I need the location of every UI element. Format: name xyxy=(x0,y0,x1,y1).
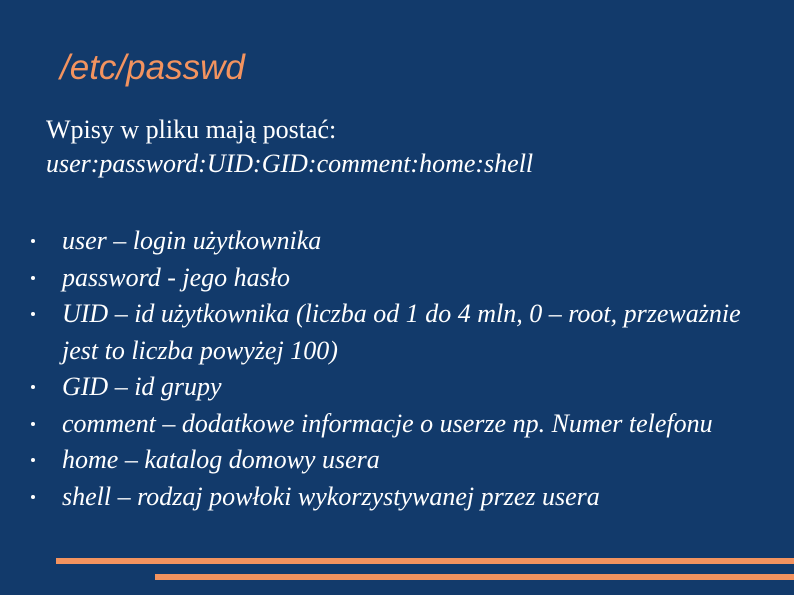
list-item xyxy=(25,369,775,406)
list-item xyxy=(25,442,775,479)
bullet-icon xyxy=(31,458,35,462)
list-item xyxy=(25,479,775,516)
bullet-icon xyxy=(31,422,35,426)
list-item xyxy=(25,406,775,443)
list-item-text: home – katalog domowy usera xyxy=(62,445,380,474)
field-list xyxy=(25,223,775,515)
decorative-bar-bottom xyxy=(155,574,794,580)
bullet-icon xyxy=(31,495,35,499)
list-item xyxy=(25,296,775,369)
list-item xyxy=(25,260,775,297)
slide-title: /etc/passwd xyxy=(60,48,245,87)
bullet-icon xyxy=(31,312,35,316)
decorative-bar-top xyxy=(56,558,794,564)
bullet-icon xyxy=(31,239,35,243)
list-item-text: UID – id użytkownika (liczba od 1 do 4 mln, 0 – root, przeważnie jest to liczba powyżej 100) xyxy=(62,299,741,365)
intro-line-2: user:password:UID:GID:comment:home:shell xyxy=(46,149,534,178)
list-item-text: user – login użytkownika xyxy=(62,226,322,255)
list-item-text: password - jego hasło xyxy=(62,262,290,292)
list-item-text: GID – id grupy xyxy=(62,372,222,401)
list-item-text: comment – dodatkowe informacje o userze np. Numer telefonu xyxy=(62,408,713,438)
list-item xyxy=(25,223,775,260)
intro-line-1: Wpisy w pliku mają postać: xyxy=(46,115,337,144)
bullet-icon xyxy=(31,276,35,280)
intro-text xyxy=(46,113,533,181)
bullet-icon xyxy=(31,385,35,389)
list-item-text: shell – rodzaj powłoki wykorzystywanej przez usera xyxy=(62,481,600,511)
